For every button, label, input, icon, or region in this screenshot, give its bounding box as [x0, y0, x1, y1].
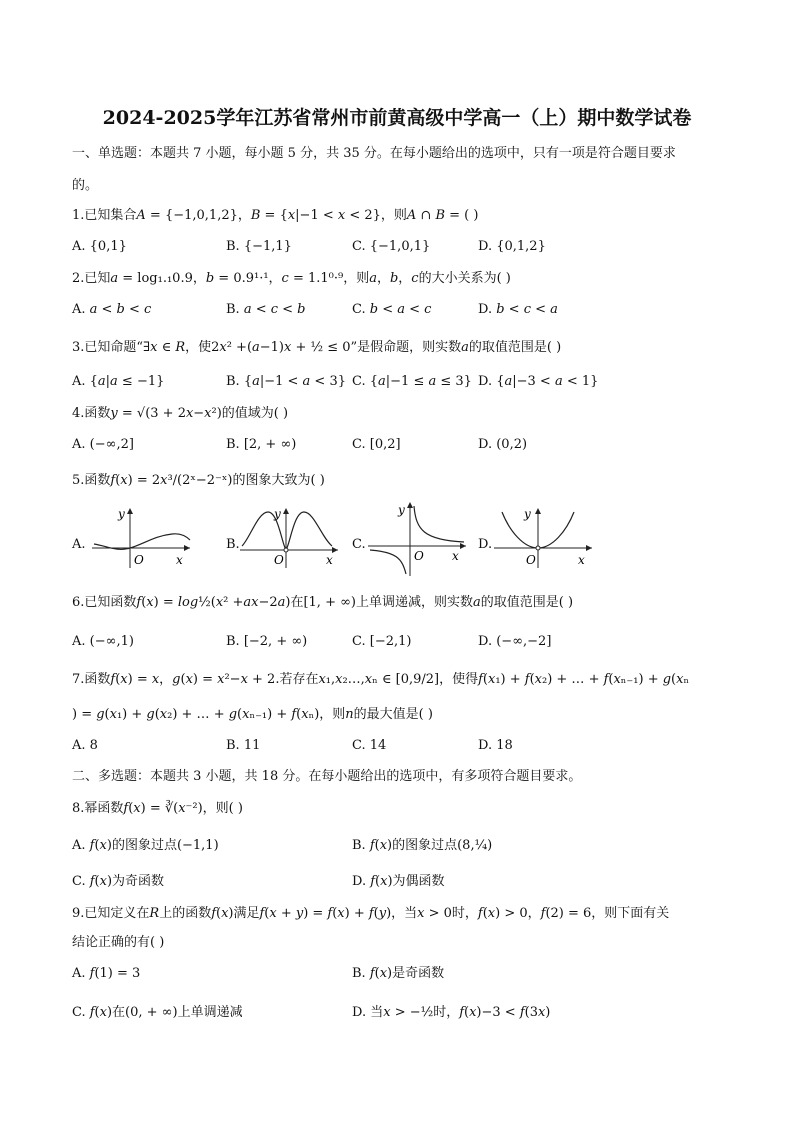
- question-7-stem-cont: ) = 𝑔(𝑥₁) + 𝑔(𝑥₂) + … + 𝑔(𝑥ₙ₋₁) + 𝑓(𝑥ₙ)，则𝑛的最大值是( ): [72, 707, 433, 722]
- y-label: y: [274, 507, 281, 521]
- hole-point: [536, 546, 540, 550]
- question-2-option-a: A. 𝑎 < 𝑏 < 𝑐: [72, 302, 152, 317]
- question-3-option-a: A. {𝑎|𝑎 ≤ −1}: [72, 374, 165, 389]
- question-9-option-c: C. 𝑓(𝑥)在(0, + ∞)上单调递减: [72, 1005, 243, 1020]
- question-2-option-d: D. 𝑏 < 𝑐 < 𝑎: [478, 302, 558, 317]
- question-5-option-b: B.: [226, 537, 240, 552]
- question-6-option-c: C. [−2,1): [352, 634, 412, 649]
- question-5-graph-a: [92, 506, 192, 568]
- y-label: y: [118, 507, 125, 521]
- curve: [94, 534, 190, 550]
- curve-left: [370, 550, 406, 574]
- question-1-option-d: D. {0,1,2}: [478, 239, 546, 254]
- question-6-stem: 6.已知函数𝑓(𝑥) = 𝑙𝑜𝑔½(𝑥² +𝑎𝑥−2𝑎)在[1, + ∞)上单调递减，则实数𝑎的取值范围是( ): [72, 595, 574, 610]
- question-8-option-b: B. 𝑓(𝑥)的图象过点(8,¼): [352, 838, 493, 853]
- x-axis-arrow: [184, 545, 190, 551]
- x-axis-arrow: [586, 545, 592, 551]
- question-5-stem: 5.函数𝑓(𝑥) = 2𝑥³/(2ˣ−2⁻ˣ)的图象大致为( ): [72, 473, 325, 488]
- question-3-stem: 3.已知命题“∃𝑥 ∈ 𝑅，使2𝑥² +(𝑎−1)𝑥 + ½ ≤ 0”是假命题，则实数𝑎的取值范围是( ): [72, 340, 562, 355]
- question-7-option-d: D. 18: [478, 738, 513, 753]
- origin-label: O: [526, 553, 536, 567]
- y-axis-arrow: [407, 502, 413, 508]
- question-7-stem: 7.函数𝑓(𝑥) = 𝑥，𝑔(𝑥) = 𝑥²−𝑥 + 2.若存在𝑥₁,𝑥₂…,𝑥ₙ ∈ [0,9/2]，使得𝑓(𝑥₁) + 𝑓(𝑥₂) + … + 𝑓(𝑥ₙ₋₁) + 𝑔(𝑥ₙ: [72, 672, 690, 687]
- x-axis-arrow: [460, 543, 466, 549]
- origin-label: O: [414, 549, 424, 563]
- x-label: x: [326, 553, 333, 567]
- y-axis-arrow: [127, 508, 133, 514]
- question-1-stem: 1.已知集合𝐴 = {−1,0,1,2}，𝐵 = {𝑥|−1 < 𝑥 < 2}，则𝐴 ∩ 𝐵 = ( ): [72, 208, 479, 223]
- question-1-option-a: A. {0,1}: [72, 239, 127, 254]
- question-3-option-d: D. {𝑎|−3 < 𝑎 < 1}: [478, 374, 599, 389]
- question-9-stem-cont: 结论正确的有( ): [72, 935, 165, 950]
- question-8-option-a: A. 𝑓(𝑥)的图象过点(−1,1): [72, 838, 219, 853]
- question-7-option-b: B. 11: [226, 738, 261, 753]
- origin-label: O: [134, 553, 144, 567]
- y-label: y: [398, 503, 405, 517]
- question-2-stem: 2.已知𝑎 = log₁.₁0.9，𝑏 = 0.9¹·¹，𝑐 = 1.1⁰·⁹，则𝑎，𝑏，𝑐的大小关系为( ): [72, 271, 511, 286]
- question-1-option-c: C. {−1,0,1}: [352, 239, 431, 254]
- question-4-option-b: B. [2, + ∞): [226, 437, 297, 452]
- curve-right: [286, 512, 332, 550]
- question-3-option-b: B. {𝑎|−1 < 𝑎 < 3}: [226, 374, 346, 389]
- question-4-option-d: D. (0,2): [478, 437, 528, 452]
- question-9-option-b: B. 𝑓(𝑥)是奇函数: [352, 966, 445, 981]
- question-2-option-b: B. 𝑎 < 𝑐 < 𝑏: [226, 302, 306, 317]
- section1-heading: 一、单选题：本题共 7 小题，每小题 5 分，共 35 分。在每小题给出的选项中，只有一项是符合题目要求: [72, 146, 676, 161]
- question-2-option-c: C. 𝑏 < 𝑎 < 𝑐: [352, 302, 432, 317]
- curve-right: [414, 506, 464, 542]
- question-1-option-b: B. {−1,1}: [226, 239, 292, 254]
- question-8-stem: 8.幂函数𝑓(𝑥) = ∛(𝑥⁻²)，则( ): [72, 801, 243, 816]
- question-4-stem: 4.函数𝑦 = √(3 + 2𝑥−𝑥²)的值域为( ): [72, 406, 289, 421]
- question-5-option-c: C.: [352, 537, 366, 552]
- x-label: x: [176, 553, 183, 567]
- question-4-option-a: A. (−∞,2]: [72, 437, 134, 452]
- y-axis-arrow: [535, 508, 541, 514]
- question-5-option-d: D.: [478, 537, 493, 552]
- y-label: y: [524, 507, 531, 521]
- question-8-option-d: D. 𝑓(𝑥)为偶函数: [352, 874, 445, 889]
- question-5-graph-d: [494, 506, 594, 568]
- x-label: x: [578, 553, 585, 567]
- page-title: 2024-2025学年江苏省常州市前黄高级中学高一（上）期中数学试卷: [102, 107, 692, 129]
- question-6-option-a: A. (−∞,1): [72, 634, 134, 649]
- section2-heading: 二、多选题：本题共 3 小题，共 18 分。在每小题给出的选项中，有多项符合题目要求。: [72, 769, 582, 784]
- question-5-graph-c: [368, 500, 468, 576]
- question-6-option-d: D. (−∞,−2]: [478, 634, 552, 649]
- question-7-option-c: C. 14: [352, 738, 387, 753]
- question-7-option-a: A. 8: [72, 738, 98, 753]
- question-5-graph-b: [240, 506, 340, 568]
- hole-point: [284, 548, 288, 552]
- origin-label: O: [274, 553, 284, 567]
- x-label: x: [452, 549, 459, 563]
- y-axis-arrow: [283, 508, 289, 514]
- question-6-option-b: B. [−2, + ∞): [226, 634, 308, 649]
- question-9-option-a: A. 𝑓(1) = 3: [72, 966, 141, 981]
- question-5-option-a: A.: [72, 537, 86, 552]
- question-4-option-c: C. [0,2]: [352, 437, 401, 452]
- question-9-option-d: D. 当𝑥 > −½时，𝑓(𝑥)−3 < 𝑓(3𝑥): [352, 1005, 551, 1020]
- question-8-option-c: C. 𝑓(𝑥)为奇函数: [72, 874, 165, 889]
- question-3-option-c: C. {𝑎|−1 ≤ 𝑎 ≤ 3}: [352, 374, 472, 389]
- question-9-stem: 9.已知定义在𝑅上的函数𝑓(𝑥)满足𝑓(𝑥 + 𝑦) = 𝑓(𝑥) + 𝑓(𝑦)，当𝑥 > 0时，𝑓(𝑥) > 0，𝑓(2) = 6，则下面有关: [72, 906, 670, 921]
- x-axis-arrow: [332, 547, 338, 553]
- section1-heading-cont: 的。: [72, 178, 99, 193]
